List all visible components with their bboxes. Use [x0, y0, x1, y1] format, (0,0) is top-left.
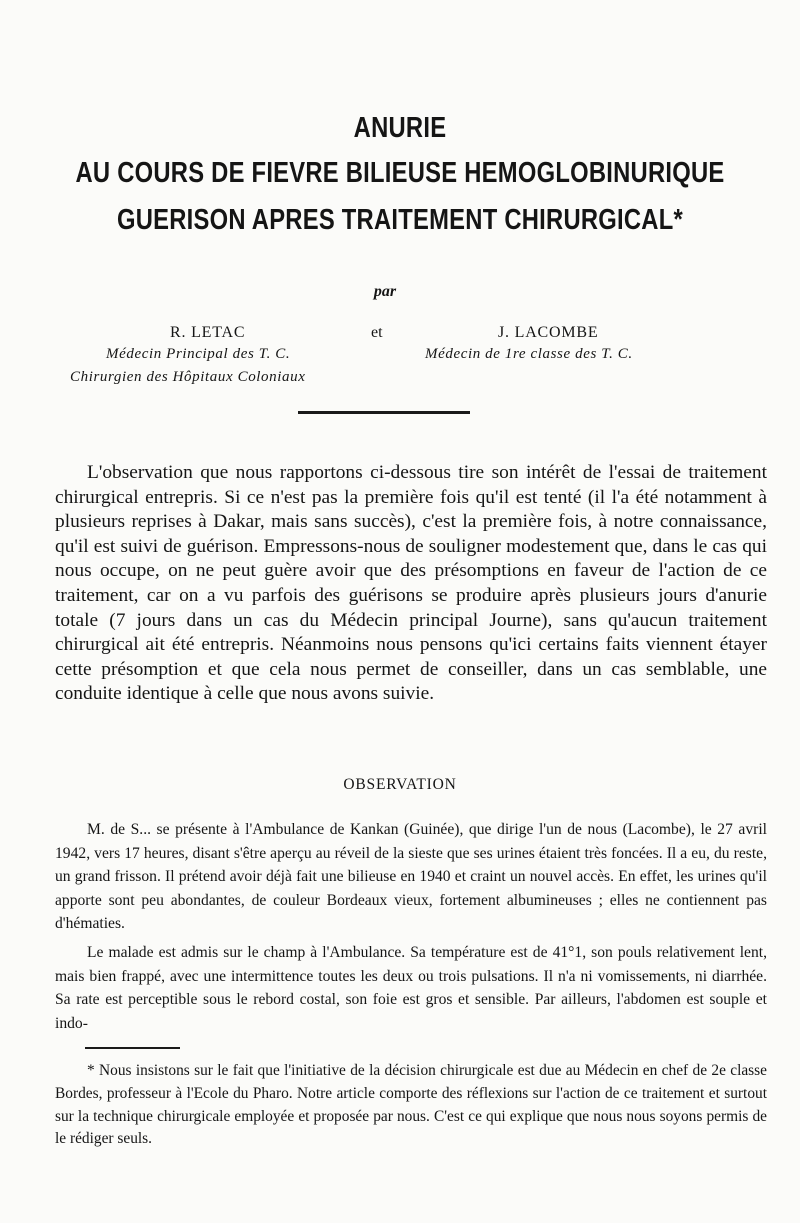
title-line-2: AU COURS DE FIEVRE BILIEUSE HEMOGLOBINURIQUE	[75, 157, 725, 189]
title-line-3: GUERISON APRES TRAITEMENT CHIRURGICAL*	[116, 204, 684, 236]
author-right-affiliation-1: Médecin de 1re classe des T. C.	[425, 346, 633, 362]
byline: par	[373, 283, 397, 300]
author-left-affiliation-1: Médecin Principal des T. C.	[106, 346, 291, 362]
section-heading: OBSERVATION	[343, 776, 457, 793]
title-line-1: ANURIE	[353, 112, 447, 144]
intro-paragraph: L'observation que nous rapportons ci-dessous tire son intérêt de l'essai de traitement chirurgical entrepris. Si ce n'est pas la première fois qu'il est tenté (il l'a été notamment à plusieurs reprises à Dakar, mais sans succès), c'est la première fois, à notre connaissance, qu'il est suivi de guérison. Empressons-nous de souligner modestement que, dans le cas qui nous occupe, on ne peut guère avoir que des présomptions en faveur de l'action de ce traitement, car on a vu parfois des guérisons se produire après plusieurs jours d'anurie totale (7 jours dans un cas du Médecin principal Journe), sans qu'aucun traitement chirurgical ait été entrepris. Néanmoins nous pensons qu'ici certains faits viennent étayer cette présomption et que cela nous permet de conseiller, dans un cas semblable, une conduite identique à celle que nous avons suivie.	[55, 462, 767, 705]
footnote: * Nous insistons sur le fait que l'initiative de la décision chirurgicale est due au Médecin en chef de 2e classe Bordes, professeur à l'Ecole du Pharo. Notre article comporte des réflexions sur l'action de ce traitement et surtout sur la technique chirurgicale employée et proposée par nous. C'est ce qui explique que nous nous soyons permis de le rédiger seuls.	[55, 1062, 767, 1148]
body-paragraph-1: M. de S... se présente à l'Ambulance de Kankan (Guinée), que dirige l'un de nous (Lacombe), le 27 avril 1942, vers 17 heures, disant s'être aperçu au réveil de la sieste que ses urines étaient très foncées. Il a eu, du reste, un grand frisson. Il prétend avoir déjà fait une bilieuse en 1940 et craint un nouvel accès. En effet, les urines qu'il apporte sont peu abondantes, de couleur Bordeaux vieux, fortement albumineuses ; elles ne contiennent pas d'hématies.	[55, 821, 767, 933]
footnote-rule	[85, 1047, 180, 1049]
author-left-affiliation-2: Chirurgien des Hôpitaux Coloniaux	[70, 369, 306, 385]
separator-rule	[298, 411, 470, 414]
body-paragraph-2: Le malade est admis sur le champ à l'Ambulance. Sa température est de 41°1, son pouls relativement lent, mais bien frappé, avec une intermittence toutes les deux ou trois pulsations. Il n'a ni vomissements, ni diarrhée. Sa rate est perceptible sous le rebord costal, son foie est gros et sensible. Par ailleurs, l'abdomen est souple et indo-	[55, 944, 767, 1032]
author-conjunction: et	[371, 324, 383, 341]
author-left-name: R. LETAC	[170, 324, 246, 341]
author-right-name: J. LACOMBE	[498, 324, 599, 341]
